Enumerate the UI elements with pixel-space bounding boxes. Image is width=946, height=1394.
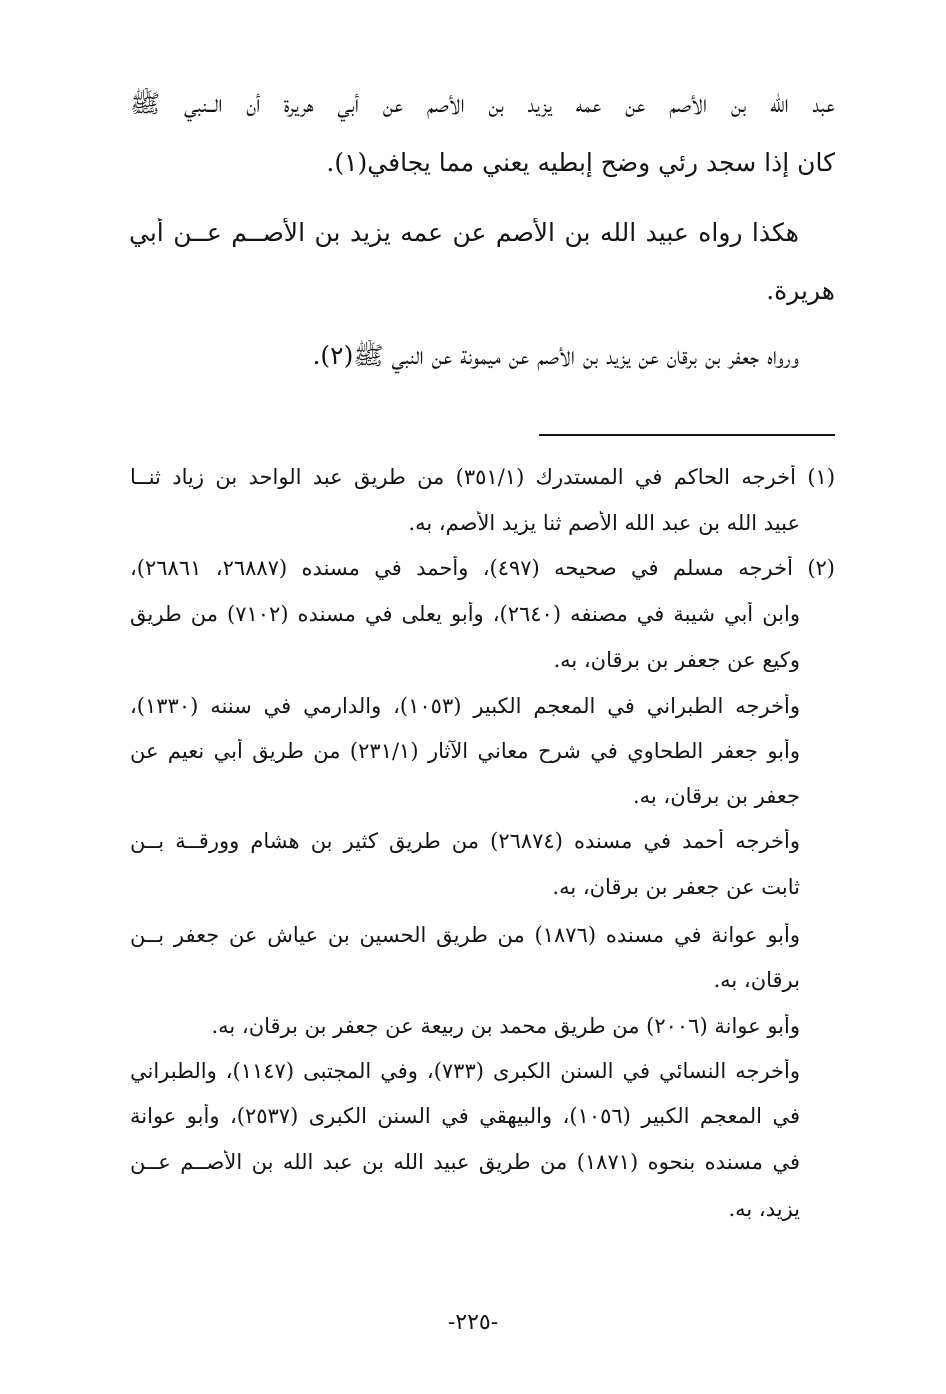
body-line: ورواه جعفر بن برقان عن يزيد بن الأصم عن ميمونة عن النبي ﷺ(٢). xyxy=(312,341,799,370)
footnote-line: برقان، به. xyxy=(713,968,800,992)
body-line: كان إذا سجد رئي وضح إبطيه يعني مما يجافي(١). xyxy=(326,148,835,177)
page-number: -٢٢٥- xyxy=(447,1310,499,1335)
footnote-line: (٢) أخرجه مسلم في صحيحه (٤٩٧)، وأحمد في مسنده (٢٦٨٨٧، ٢٦٨٦١)، xyxy=(130,556,835,580)
body-line: هريرة. xyxy=(766,276,835,305)
footnote-line: وأخرجه الطبراني في المعجم الكبير (١٠٥٣)، والدارمي في سننه (١٣٣٠)، xyxy=(130,694,800,718)
footnote-line: وأخرجه النسائي في السنن الكبرى (٧٣٣)، وفي المجتبى (١١٤٧)، والطبراني xyxy=(130,1059,800,1083)
body-line: هكذا رواه عبيد الله بن الأصم عن عمه يزيد بن الأصــم عــن أبي xyxy=(129,218,799,247)
footnote-line: (١) أخرجه الحاكم في المستدرك (٣٥١/١) من طريق عبد الواحد بن زياد ثنــا xyxy=(130,465,835,489)
footnote-line: في المعجم الكبير (١٠٥٦)، والبيهقي في السنن الكبرى (٢٥٣٧)، وأبو عوانة xyxy=(130,1104,800,1128)
footnote-line: عبيد الله بن عبد الله الأصم ثنا يزيد الأصم، به. xyxy=(408,511,800,535)
footnote-separator xyxy=(539,434,835,436)
footnote-line: وكيع عن جعفر بن برقان، به. xyxy=(553,648,800,672)
footnote-line: جعفر بن برقان، به. xyxy=(632,784,800,808)
footnote-line: ثابت عن جعفر بن برقان، به. xyxy=(552,875,800,899)
footnote-line: وأبو جعفر الطحاوي في شرح معاني الآثار (٢٣١/١) من طريق أبي نعيم عن xyxy=(130,739,800,763)
footnote-line: وأبو عوانة (٢٠٠٦) من طريق محمد بن ربيعة عن جعفر بن برقان، به. xyxy=(211,1014,800,1038)
footnote-line: وأبو عوانة في مسنده (١٨٧٦) من طريق الحسين بن عياش عن جعفر بــن xyxy=(130,923,800,947)
footnote-line: يزيد، به. xyxy=(728,1197,800,1221)
body-line: عبد الله بن الأصم عن عمه يزيد بن الأصم عن أبي هريرة أن الــنبي ﷺ xyxy=(130,89,835,118)
footnote-line: وأخرجه أحمد في مسنده (٢٦٨٧٤) من طريق كثير بن هشام وورقــة بــن xyxy=(130,829,800,853)
footnote-line: وابن أبي شيبة في مصنفه (٢٦٤٠)، وأبو يعلى في مسنده (٧١٠٢) من طريق xyxy=(130,602,800,626)
footnote-line: في مسنده بنحوه (١٨٧١) من طريق عبيد الله بن عبد الله بن الأصــم عــن xyxy=(130,1150,800,1174)
